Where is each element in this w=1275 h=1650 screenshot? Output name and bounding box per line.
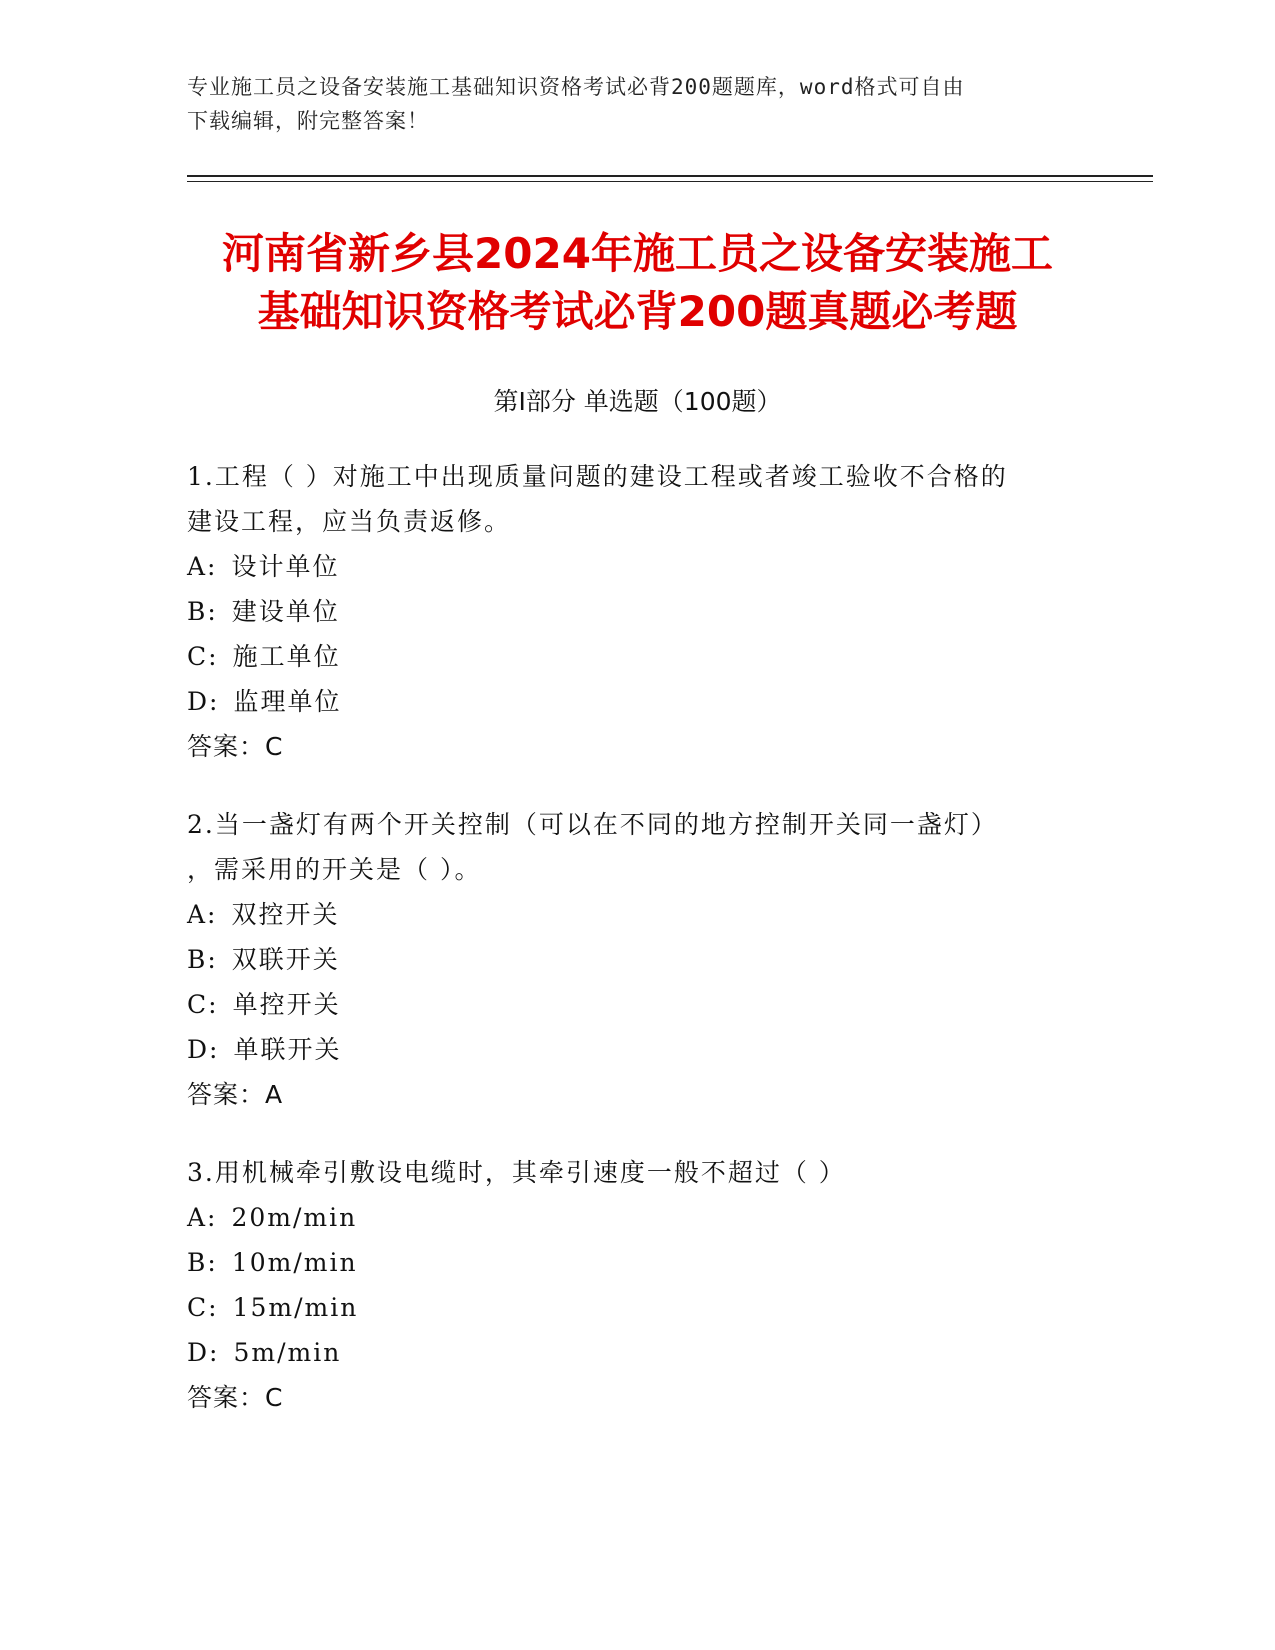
option-text: 10m/min xyxy=(231,1248,358,1277)
question-stem: 2.当一盏灯有两个开关控制（可以在不同的地方控制开关同一盏灯） xyxy=(187,810,998,839)
option-letter: B: xyxy=(187,945,218,974)
option-c xyxy=(187,634,1087,679)
option-c xyxy=(187,1285,1087,1330)
option-text: 20m/min xyxy=(231,1203,358,1232)
option-letter: D: xyxy=(187,1035,220,1064)
option-letter: C: xyxy=(187,990,219,1019)
header-note-line-2: 下载编辑，附完整答案！ xyxy=(187,109,429,133)
question-stem-continued: ，需采用的开关是（ ）。 xyxy=(187,855,482,884)
option-a xyxy=(187,544,1087,589)
option-text: 15m/min xyxy=(232,1293,359,1322)
option-letter: A: xyxy=(187,1203,218,1232)
option-b xyxy=(187,589,1087,634)
option-text: 单联开关 xyxy=(233,1035,342,1064)
option-b xyxy=(187,937,1087,982)
document-title xyxy=(150,225,1125,341)
option-letter: C: xyxy=(187,1293,219,1322)
option-letter: D: xyxy=(187,1338,220,1367)
answer-line: 答案：A xyxy=(187,1080,284,1109)
question-2 xyxy=(187,802,1087,1117)
header-divider-thin xyxy=(187,181,1153,182)
option-d xyxy=(187,1330,1087,1375)
question-3 xyxy=(187,1150,1087,1420)
option-letter: A: xyxy=(187,900,218,929)
answer-line: 答案：C xyxy=(187,732,284,761)
question-stem-continued: 建设工程，应当负责返修。 xyxy=(187,507,512,536)
option-d xyxy=(187,1027,1087,1072)
option-letter: A: xyxy=(187,552,218,581)
option-letter: D: xyxy=(187,687,220,716)
option-text: 双控开关 xyxy=(231,900,340,929)
header-note-line-1: 专业施工员之设备安装施工基础知识资格考试必背200题题库，word格式可自由 xyxy=(187,75,965,99)
option-letter: B: xyxy=(187,1248,218,1277)
question-stem: 1.工程（ ）对施工中出现质量问题的建设工程或者竣工验收不合格的 xyxy=(187,462,1008,491)
option-text: 建设单位 xyxy=(231,597,340,626)
option-a xyxy=(187,1195,1087,1240)
option-text: 监理单位 xyxy=(233,687,342,716)
option-text: 双联开关 xyxy=(231,945,340,974)
option-text: 单控开关 xyxy=(232,990,341,1019)
option-d xyxy=(187,679,1087,724)
option-letter: C: xyxy=(187,642,219,671)
title-line-1: 河南省新乡县2024年施工员之设备安装施工 xyxy=(222,229,1053,278)
option-c xyxy=(187,982,1087,1027)
section-heading: 第Ⅰ部分 单选题（100题） xyxy=(493,387,782,416)
option-letter: B: xyxy=(187,597,218,626)
option-text: 设计单位 xyxy=(231,552,340,581)
title-line-2: 基础知识资格考试必背200题真题必考题 xyxy=(257,287,1018,336)
question-1 xyxy=(187,454,1087,769)
header-note xyxy=(187,70,1067,138)
option-b xyxy=(187,1240,1087,1285)
question-stem: 3.用机械牵引敷设电缆时，其牵引速度一般不超过（ ） xyxy=(187,1158,846,1187)
option-text: 施工单位 xyxy=(232,642,341,671)
header-divider-thick xyxy=(187,175,1153,177)
option-text: 5m/min xyxy=(233,1338,342,1367)
answer-line: 答案：C xyxy=(187,1383,284,1412)
option-a xyxy=(187,892,1087,937)
